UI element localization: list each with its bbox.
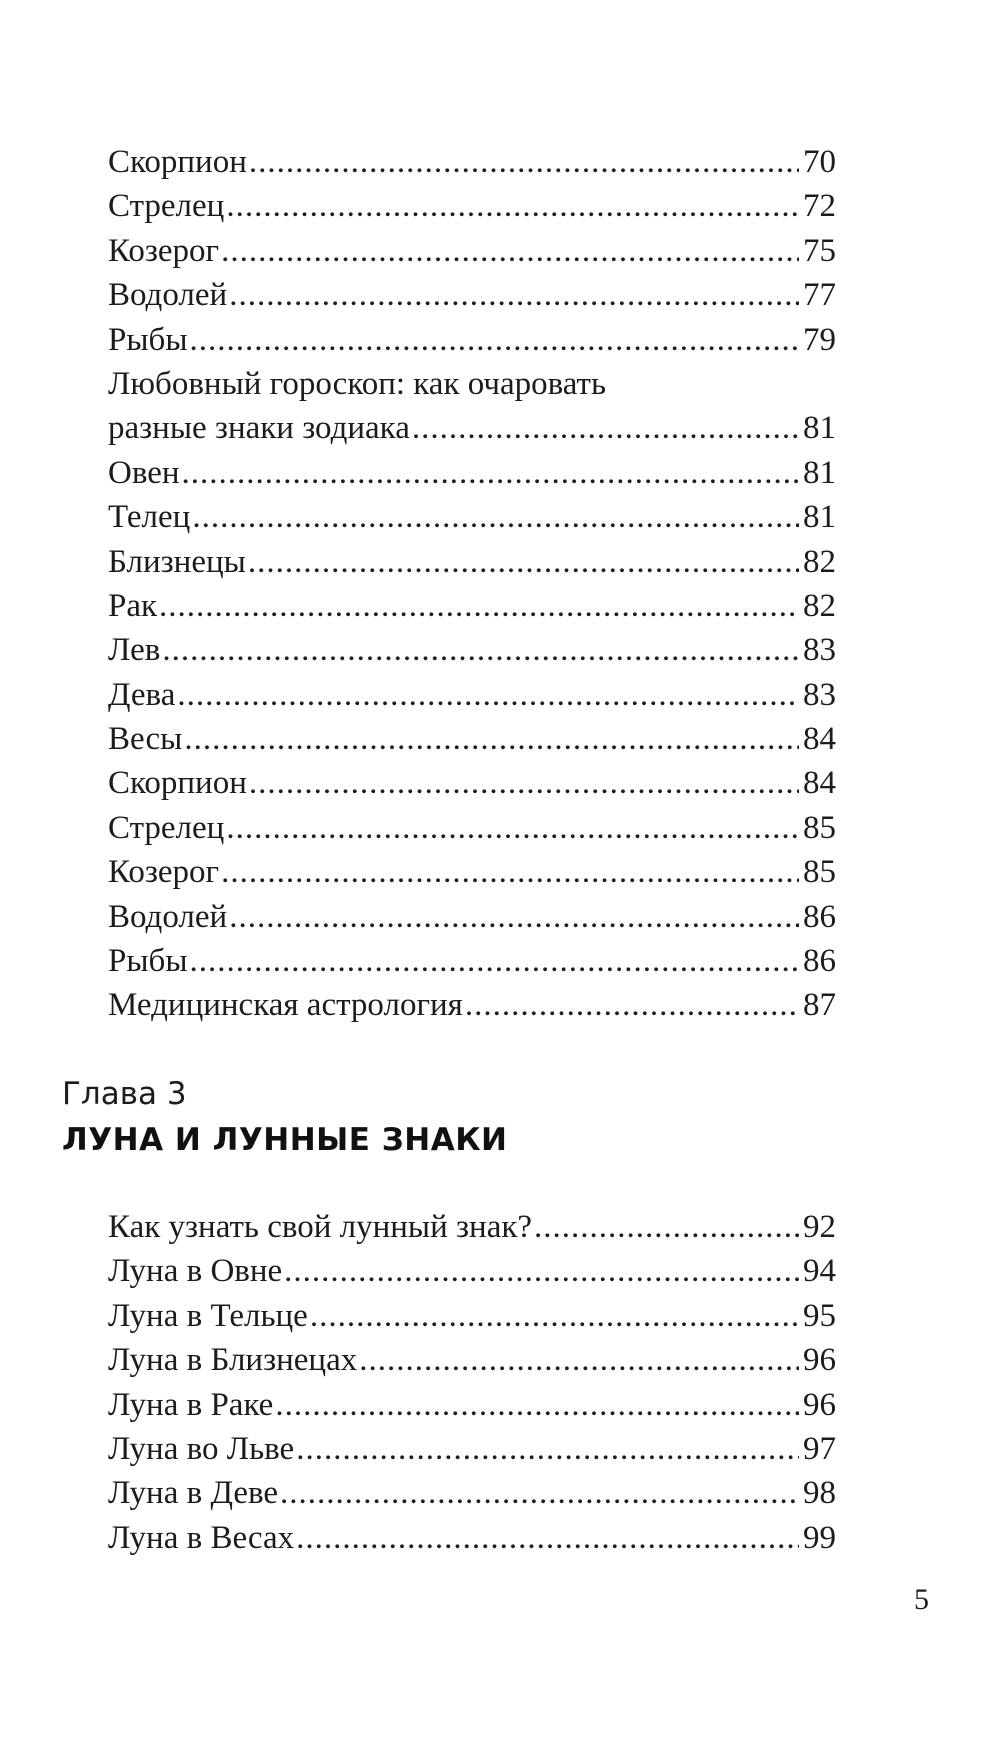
dot-leader bbox=[226, 184, 799, 228]
toc-entry-title: Луна в Близнецах bbox=[108, 1342, 358, 1379]
toc-entry-title: Рак bbox=[108, 587, 158, 624]
toc-entry-page: 85 bbox=[803, 809, 836, 846]
toc-entry-page: 94 bbox=[803, 1253, 836, 1290]
toc-entry-title: Овен bbox=[108, 454, 180, 491]
dot-leader bbox=[229, 895, 799, 939]
toc-entry-title: Рыбы bbox=[108, 321, 188, 358]
toc-entry-title: Стрелец bbox=[108, 809, 225, 846]
toc-entry-title: Лев bbox=[108, 632, 161, 669]
toc-entry-page: 97 bbox=[803, 1430, 836, 1467]
toc-entry-title: Козерог bbox=[108, 854, 220, 891]
dot-leader bbox=[280, 1471, 799, 1515]
toc-entry-page: 86 bbox=[803, 898, 836, 935]
toc-entry[interactable] bbox=[108, 939, 836, 983]
dot-leader bbox=[221, 850, 799, 894]
toc-entry-title: разные знаки зодиака bbox=[108, 410, 410, 447]
toc-entry-title: Скорпион bbox=[108, 144, 247, 180]
toc-entry-title: Дева bbox=[108, 676, 176, 713]
toc-entry-title: Луна в Деве bbox=[108, 1475, 279, 1512]
chapter-heading bbox=[62, 1072, 862, 1162]
toc-list-bottom bbox=[108, 1205, 836, 1560]
toc-entry-title: Луна в Овне bbox=[108, 1253, 283, 1290]
toc-entry[interactable] bbox=[108, 318, 836, 362]
toc-entry-page: 86 bbox=[803, 943, 836, 980]
toc-entry-page: 82 bbox=[803, 587, 836, 624]
toc-entry-title: Водолей bbox=[108, 277, 228, 314]
toc-entry-title: Козерог bbox=[108, 232, 220, 269]
dot-leader bbox=[162, 628, 799, 672]
toc-entry[interactable] bbox=[108, 406, 836, 450]
toc-entry[interactable] bbox=[108, 1338, 836, 1382]
toc-entry[interactable] bbox=[108, 628, 836, 672]
toc-entry-page: 87 bbox=[803, 987, 836, 1024]
chapter-title[interactable]: ЛУНА И ЛУННЫЕ ЗНАКИ bbox=[62, 1122, 508, 1158]
toc-entry-page: 75 bbox=[803, 232, 836, 269]
dot-leader bbox=[465, 983, 799, 1027]
toc-entry-page: 98 bbox=[803, 1475, 836, 1512]
toc-entry-title: Луна в Тельце bbox=[108, 1297, 308, 1334]
toc-entry[interactable] bbox=[108, 983, 836, 1027]
toc-entry[interactable] bbox=[108, 806, 836, 850]
dot-leader bbox=[284, 1249, 799, 1293]
toc-entry-title: Телец bbox=[108, 499, 191, 536]
toc-entry[interactable] bbox=[108, 229, 836, 273]
dot-leader bbox=[182, 451, 799, 495]
toc-entry[interactable] bbox=[108, 140, 836, 184]
toc-entry-title: Луна в Весах bbox=[108, 1519, 295, 1556]
toc-entry-title: Как узнать свой лунный знак? bbox=[108, 1209, 533, 1245]
dot-leader bbox=[177, 673, 799, 717]
dot-leader bbox=[229, 273, 799, 317]
toc-entry-page: 85 bbox=[803, 854, 836, 891]
toc-entry-page: 81 bbox=[803, 499, 836, 536]
toc-entry[interactable] bbox=[108, 1383, 836, 1427]
toc-entry-page: 72 bbox=[803, 188, 836, 225]
dot-leader bbox=[248, 540, 799, 584]
toc-entry[interactable] bbox=[108, 1294, 836, 1338]
toc-entry[interactable] bbox=[108, 184, 836, 228]
toc-entry-page: 79 bbox=[803, 321, 836, 358]
toc-entry-page: 83 bbox=[803, 676, 836, 713]
toc-entry[interactable] bbox=[108, 1249, 836, 1293]
toc-list-top bbox=[108, 140, 836, 1028]
toc-entry[interactable] bbox=[108, 895, 836, 939]
page-number: 5 bbox=[914, 1583, 929, 1616]
toc-entry[interactable] bbox=[108, 1471, 836, 1515]
toc-entry-page: 81 bbox=[803, 454, 836, 491]
toc-entry[interactable] bbox=[108, 1205, 836, 1249]
dot-leader bbox=[190, 318, 800, 362]
dot-leader bbox=[192, 495, 799, 539]
toc-entry[interactable] bbox=[108, 451, 836, 495]
toc-entry-page: 95 bbox=[803, 1297, 836, 1334]
dot-leader bbox=[310, 1294, 799, 1338]
dot-leader bbox=[184, 717, 799, 761]
dot-leader bbox=[296, 1516, 799, 1560]
toc-entry[interactable] bbox=[108, 850, 836, 894]
toc-entry-page: 77 bbox=[803, 277, 836, 314]
toc-entry[interactable] bbox=[108, 540, 836, 584]
dot-leader bbox=[534, 1205, 799, 1249]
chapter-label: Глава 3 bbox=[62, 1076, 187, 1112]
toc-entry-title: Водолей bbox=[108, 898, 228, 935]
toc-entry-page: 84 bbox=[803, 721, 836, 758]
dot-leader bbox=[359, 1338, 799, 1382]
toc-entry[interactable] bbox=[108, 717, 836, 761]
dot-leader bbox=[412, 406, 799, 450]
toc-entry-page: 84 bbox=[803, 765, 836, 802]
dot-leader bbox=[249, 761, 799, 805]
toc-entry[interactable] bbox=[108, 273, 836, 317]
toc-entry-page: 96 bbox=[803, 1342, 836, 1379]
toc-entry-page: 92 bbox=[803, 1209, 836, 1245]
toc-entry[interactable] bbox=[108, 673, 836, 717]
dot-leader bbox=[221, 229, 799, 273]
toc-entry-page: 99 bbox=[803, 1519, 836, 1556]
toc-entry[interactable] bbox=[108, 584, 836, 628]
toc-entry-title: Медицинская астрология bbox=[108, 987, 463, 1024]
toc-entry-page: 83 bbox=[803, 632, 836, 669]
toc-entry-title: Луна в Раке bbox=[108, 1386, 274, 1423]
toc-entry-title: Рыбы bbox=[108, 943, 188, 980]
toc-entry-title-line1[interactable]: Любовный гороскоп: как очаровать bbox=[108, 365, 607, 402]
toc-entry-page: 81 bbox=[803, 410, 836, 447]
toc-entry-page: 70 bbox=[803, 144, 836, 180]
dot-leader bbox=[190, 939, 800, 983]
toc-entry-page: 82 bbox=[803, 543, 836, 580]
toc-entry[interactable] bbox=[108, 1516, 836, 1560]
toc-entry[interactable] bbox=[108, 495, 836, 539]
toc-entry-title: Скорпион bbox=[108, 765, 247, 802]
dot-leader bbox=[275, 1383, 799, 1427]
toc-entry-page: 96 bbox=[803, 1386, 836, 1423]
toc-entry[interactable] bbox=[108, 761, 836, 805]
dot-leader bbox=[249, 140, 799, 184]
toc-entry-title: Весы bbox=[108, 721, 183, 758]
dot-leader bbox=[296, 1427, 799, 1471]
toc-entry-title: Близнецы bbox=[108, 543, 246, 580]
dot-leader bbox=[159, 584, 799, 628]
dot-leader bbox=[226, 806, 799, 850]
toc-entry-title: Луна во Льве bbox=[108, 1430, 295, 1467]
toc-entry-title: Стрелец bbox=[108, 188, 225, 225]
toc-entry[interactable] bbox=[108, 1427, 836, 1471]
